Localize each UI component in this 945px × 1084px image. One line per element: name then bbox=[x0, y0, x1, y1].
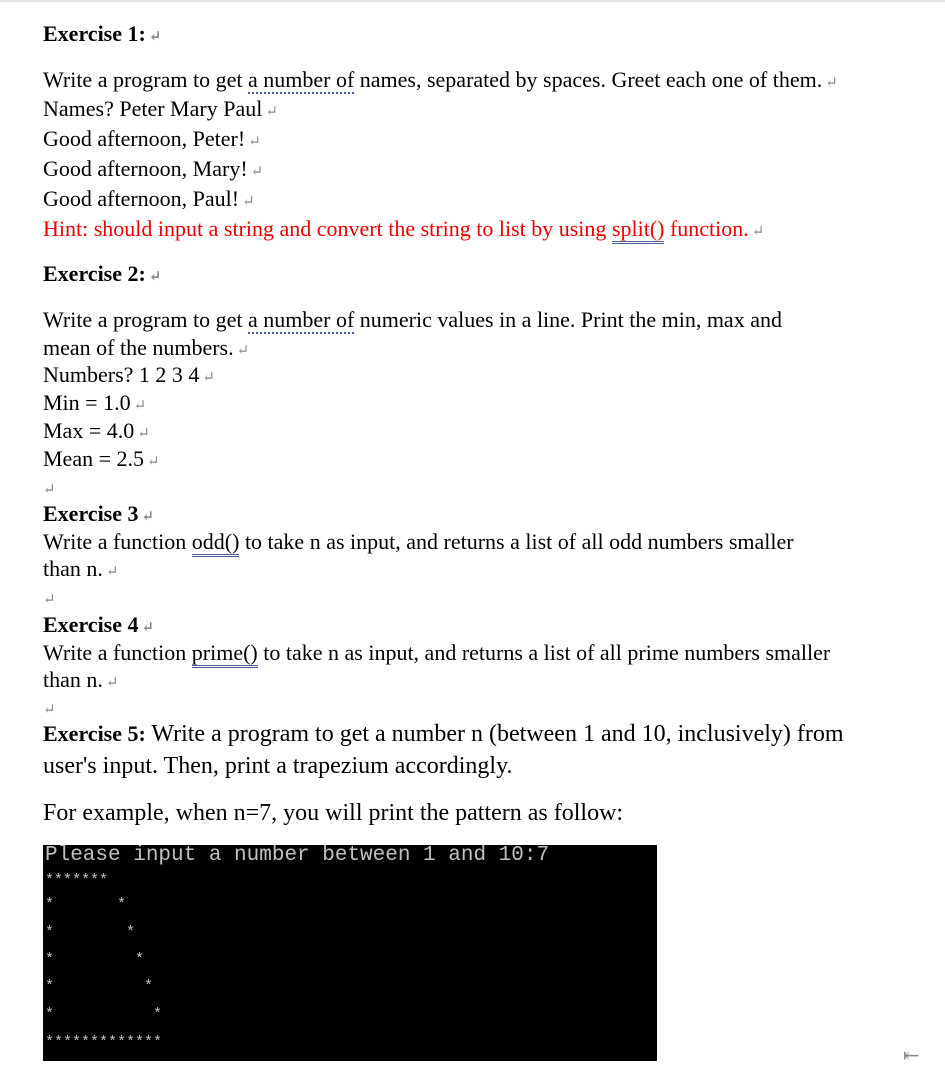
exercise-2-description-2: mean of the numbers. ↵ bbox=[43, 335, 250, 360]
exercise-2-description-1: Write a program to get a number of numeric values in a line. Print the min, max and bbox=[43, 307, 782, 332]
exercise-1-input: Names? Peter Mary Paul ↵ bbox=[43, 96, 278, 121]
exercise-1-output-3: Good afternoon, Paul! ↵ bbox=[43, 186, 255, 211]
exercise-1-title: Exercise 1: ↵ bbox=[43, 21, 162, 46]
exercise-5-example: For example, when n=7, you will print the pattern as follow: bbox=[43, 800, 624, 826]
exercise-1-output-1: Good afternoon, Peter! ↵ bbox=[43, 126, 261, 151]
exercise-2-min: Min = 1.0 ↵ bbox=[43, 390, 147, 415]
exercise-2-mean: Mean = 2.5 ↵ bbox=[43, 446, 160, 471]
exercise-5-description-2: user's input. Then, print a trapezium accordingly. bbox=[43, 753, 513, 779]
console-row: * * bbox=[45, 1006, 163, 1023]
console-prompt: Please input a number between 1 and 10:7 bbox=[45, 845, 550, 867]
exercise-2-title: Exercise 2: ↵ bbox=[43, 261, 162, 286]
exercise-5-description-1: Exercise 5: Write a program to get a number n (between 1 and 10, inclusively) from bbox=[43, 721, 844, 747]
exercise-4-description-1: Write a function prime() to take n as input, and returns a list of all prime numbers smaller bbox=[43, 640, 830, 666]
exercise-2-input: Numbers? 1 2 3 4 ↵ bbox=[43, 362, 215, 387]
console-row: ************* bbox=[45, 1034, 163, 1051]
console-row: * * bbox=[45, 924, 136, 941]
exercise-3-description-1: Write a function odd() to take n as input, and returns a list of all odd numbers smaller bbox=[43, 529, 794, 555]
exercise-4-title: Exercise 4 ↵ bbox=[43, 612, 155, 637]
empty-paragraph: ↵ bbox=[43, 592, 56, 608]
top-border bbox=[0, 0, 945, 2]
exercise-3-description-2: than n. ↵ bbox=[43, 556, 119, 581]
console-row: * * bbox=[45, 951, 145, 968]
exercise-2-max: Max = 4.0 ↵ bbox=[43, 418, 150, 443]
console-output bbox=[43, 845, 657, 1061]
exercise-3-title: Exercise 3 ↵ bbox=[43, 501, 155, 526]
empty-paragraph: ↵ bbox=[43, 482, 56, 498]
console-row: ******* bbox=[45, 872, 109, 889]
end-of-cell-mark: ⇤ bbox=[903, 1045, 920, 1067]
console-row: * * bbox=[45, 896, 127, 913]
console-row: * * bbox=[45, 978, 154, 995]
exercise-1-hint: Hint: should input a string and convert the string to list by using split() function. ↵ bbox=[43, 216, 764, 245]
exercise-4-description-2: than n. ↵ bbox=[43, 667, 119, 692]
empty-paragraph: ↵ bbox=[43, 702, 56, 718]
exercise-1-output-2: Good afternoon, Mary! ↵ bbox=[43, 156, 264, 181]
exercise-1-description: Write a program to get a number of names, separated by spaces. Greet each one of them. ↵ bbox=[43, 67, 838, 92]
